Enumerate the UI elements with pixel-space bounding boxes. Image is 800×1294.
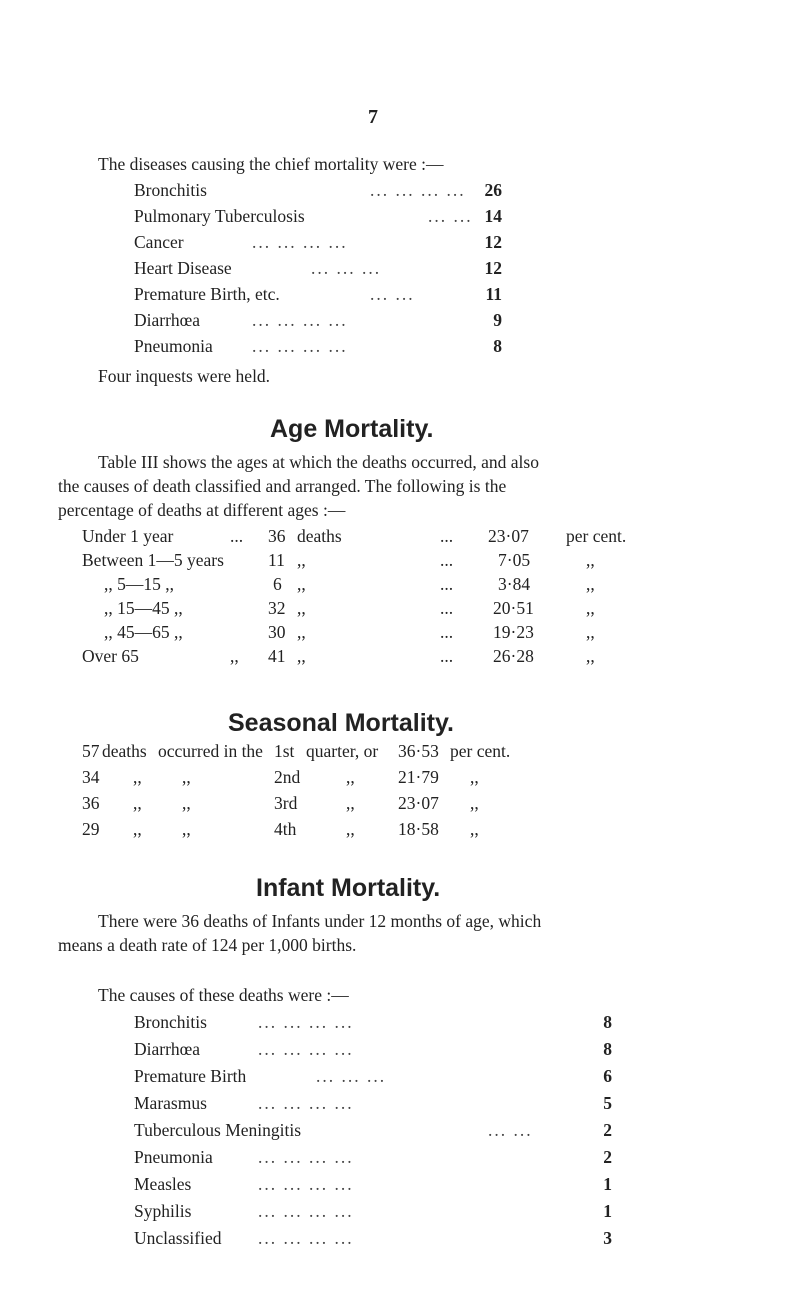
cause-label: Premature Birth, etc. [134, 284, 280, 304]
list-item [0, 1120, 800, 1144]
cause-label: Cancer [134, 232, 184, 252]
leader-dots: ... ... ... ... [258, 1201, 354, 1221]
leader-dots: ... [440, 598, 454, 618]
list-item [0, 180, 800, 204]
cause-count: 8 [603, 1039, 612, 1059]
quarter-label: 4th [274, 819, 297, 839]
unit-label: ,, [586, 622, 595, 642]
percentage: 3·84 [498, 574, 531, 594]
table-row [0, 819, 800, 843]
deaths-label: deaths [297, 526, 342, 546]
list-item [0, 232, 800, 256]
cause-label: Tuberculous Meningitis [134, 1120, 302, 1140]
leader-dots: ... ... ... ... [370, 180, 466, 200]
cause-count: 11 [485, 284, 502, 304]
age-group: ,, 15—45 ,, [104, 598, 183, 618]
deaths-label: ,, [297, 550, 306, 570]
cause-count: 26 [484, 180, 502, 200]
death-count: 11 [268, 550, 285, 570]
cause-label: Syphilis [134, 1201, 192, 1221]
leader-dots: ... ... ... ... [252, 232, 348, 252]
unit-label: ,, [470, 793, 479, 813]
table-row [0, 793, 800, 817]
list-item [0, 1066, 800, 1090]
leader-dots: ... [440, 526, 454, 546]
section-heading-infant: Infant Mortality. [256, 874, 441, 902]
cause-label: Bronchitis [134, 180, 207, 200]
cause-label: Pneumonia [134, 336, 213, 356]
leader-dots: ... ... ... ... [258, 1039, 354, 1059]
list-item [0, 310, 800, 334]
age-group: Under 1 year [82, 526, 174, 546]
percentage: 36·53 [398, 741, 439, 761]
leader-dots: ... ... ... ... [258, 1093, 354, 1113]
deaths-label: ,, [297, 574, 306, 594]
unit-label: ,, [586, 574, 595, 594]
leader-dots: ... ... ... [316, 1066, 387, 1086]
age-group: Over 65 [82, 646, 139, 666]
list-item [0, 336, 800, 360]
unit-label: ,, [586, 550, 595, 570]
ditto-mark: ,, [230, 646, 239, 666]
quarter-suffix: ,, [346, 767, 355, 787]
age-group: Between 1—5 years [82, 550, 224, 570]
deaths-label: ,, [133, 793, 142, 813]
unit-label: ,, [470, 819, 479, 839]
cause-count: 12 [484, 258, 502, 278]
percentage: 26·28 [493, 646, 534, 666]
death-count: 36 [82, 793, 100, 813]
inquests-note: Four inquests were held. [98, 366, 271, 386]
list-item [0, 1093, 800, 1117]
deaths-label: ,, [297, 622, 306, 642]
deaths-label: ,, [297, 598, 306, 618]
quarter-suffix: quarter, or [306, 741, 379, 761]
unit-label: ,, [470, 767, 479, 787]
cause-count: 2 [603, 1147, 612, 1167]
paragraph-line: percentage of deaths at different ages :— [58, 500, 346, 520]
leader-dots: ... [440, 646, 454, 666]
quarter-suffix: ,, [346, 793, 355, 813]
table-row [0, 574, 800, 598]
cause-count: 3 [603, 1228, 612, 1248]
leader-dots: ... ... [488, 1120, 533, 1140]
unit-label: per cent. [566, 526, 627, 546]
section-heading-seasonal: Seasonal Mortality. [228, 709, 454, 737]
cause-count: 12 [484, 232, 502, 252]
cause-count: 8 [603, 1012, 612, 1032]
page-number: 7 [368, 106, 378, 128]
cause-count: 14 [484, 206, 502, 226]
death-count: 36 [268, 526, 286, 546]
table-row [0, 598, 800, 622]
paragraph-line: There were 36 deaths of Infants under 12 months of age, which [98, 911, 542, 931]
leader-dots: ... ... ... ... [252, 310, 348, 330]
list-item [0, 206, 800, 230]
age-group: ,, 45—65 ,, [104, 622, 183, 642]
cause-count: 6 [603, 1066, 612, 1086]
cause-label: Unclassified [134, 1228, 222, 1248]
percentage: 23·07 [398, 793, 439, 813]
cause-label: Marasmus [134, 1093, 207, 1113]
occurred-label: ,, [182, 793, 191, 813]
death-count: 30 [268, 622, 286, 642]
table-row [0, 622, 800, 646]
leader-dots: ... ... ... ... [258, 1012, 354, 1032]
deaths-label: ,, [297, 646, 306, 666]
percentage: 23·07 [488, 526, 529, 546]
cause-label: Bronchitis [134, 1012, 207, 1032]
cause-count: 2 [603, 1120, 612, 1140]
table-row [0, 646, 800, 670]
infant-causes-intro: The causes of these deaths were :— [98, 985, 349, 1005]
list-item [0, 1228, 800, 1252]
leader-dots: ... [440, 622, 454, 642]
causes-intro: The diseases causing the chief mortality were :— [98, 154, 444, 174]
death-count: 6 [273, 574, 282, 594]
quarter-label: 1st [274, 741, 295, 761]
occurred-label: occurred in the [158, 741, 263, 761]
leader-dots: ... [230, 526, 244, 546]
percentage: 18·58 [398, 819, 439, 839]
leader-dots: ... ... ... ... [252, 336, 348, 356]
death-count: 34 [82, 767, 100, 787]
list-item [0, 258, 800, 282]
leader-dots: ... ... [370, 284, 415, 304]
quarter-suffix: ,, [346, 819, 355, 839]
cause-count: 9 [493, 310, 502, 330]
percentage: 19·23 [493, 622, 534, 642]
cause-count: 1 [603, 1201, 612, 1221]
cause-label: Measles [134, 1174, 192, 1194]
quarter-label: 2nd [274, 767, 301, 787]
list-item [0, 1147, 800, 1171]
list-item [0, 1174, 800, 1198]
unit-label: per cent. [450, 741, 511, 761]
death-count: 32 [268, 598, 286, 618]
leader-dots: ... [440, 574, 454, 594]
cause-count: 8 [493, 336, 502, 356]
cause-label: Heart Disease [134, 258, 232, 278]
cause-count: 5 [603, 1093, 612, 1113]
paragraph-line: Table III shows the ages at which the deaths occurred, and also [98, 452, 539, 472]
percentage: 7·05 [498, 550, 531, 570]
cause-label: Pneumonia [134, 1147, 213, 1167]
leader-dots: ... ... ... [311, 258, 382, 278]
unit-label: ,, [586, 646, 595, 666]
percentage: 21·79 [398, 767, 439, 787]
leader-dots: ... ... ... ... [258, 1228, 354, 1248]
age-group: ,, 5—15 ,, [104, 574, 174, 594]
occurred-label: ,, [182, 819, 191, 839]
deaths-label: ,, [133, 767, 142, 787]
quarter-label: 3rd [274, 793, 298, 813]
section-heading-age: Age Mortality. [270, 415, 434, 443]
table-row [0, 526, 800, 550]
leader-dots: ... ... ... ... [258, 1174, 354, 1194]
death-count: 41 [268, 646, 286, 666]
cause-label: Diarrhœa [134, 1039, 201, 1059]
paragraph-line: the causes of death classified and arranged. The following is the [58, 476, 507, 496]
cause-label: Premature Birth [134, 1066, 247, 1086]
cause-count: 1 [603, 1174, 612, 1194]
occurred-label: ,, [182, 767, 191, 787]
percentage: 20·51 [493, 598, 534, 618]
death-count: 29 [82, 819, 100, 839]
cause-label: Pulmonary Tuberculosis [134, 206, 305, 226]
deaths-label: deaths [102, 741, 147, 761]
list-item [0, 1012, 800, 1036]
leader-dots: ... ... ... ... [258, 1147, 354, 1167]
death-count: 57 [82, 741, 100, 761]
cause-label: Diarrhœa [134, 310, 201, 330]
leader-dots: ... ... [428, 206, 473, 226]
paragraph-line: means a death rate of 124 per 1,000 births. [58, 935, 357, 955]
table-row [0, 550, 800, 574]
list-item [0, 1039, 800, 1063]
table-row [0, 767, 800, 791]
unit-label: ,, [586, 598, 595, 618]
table-row [0, 741, 800, 765]
deaths-label: ,, [133, 819, 142, 839]
leader-dots: ... [440, 550, 454, 570]
list-item [0, 284, 800, 308]
list-item [0, 1201, 800, 1225]
